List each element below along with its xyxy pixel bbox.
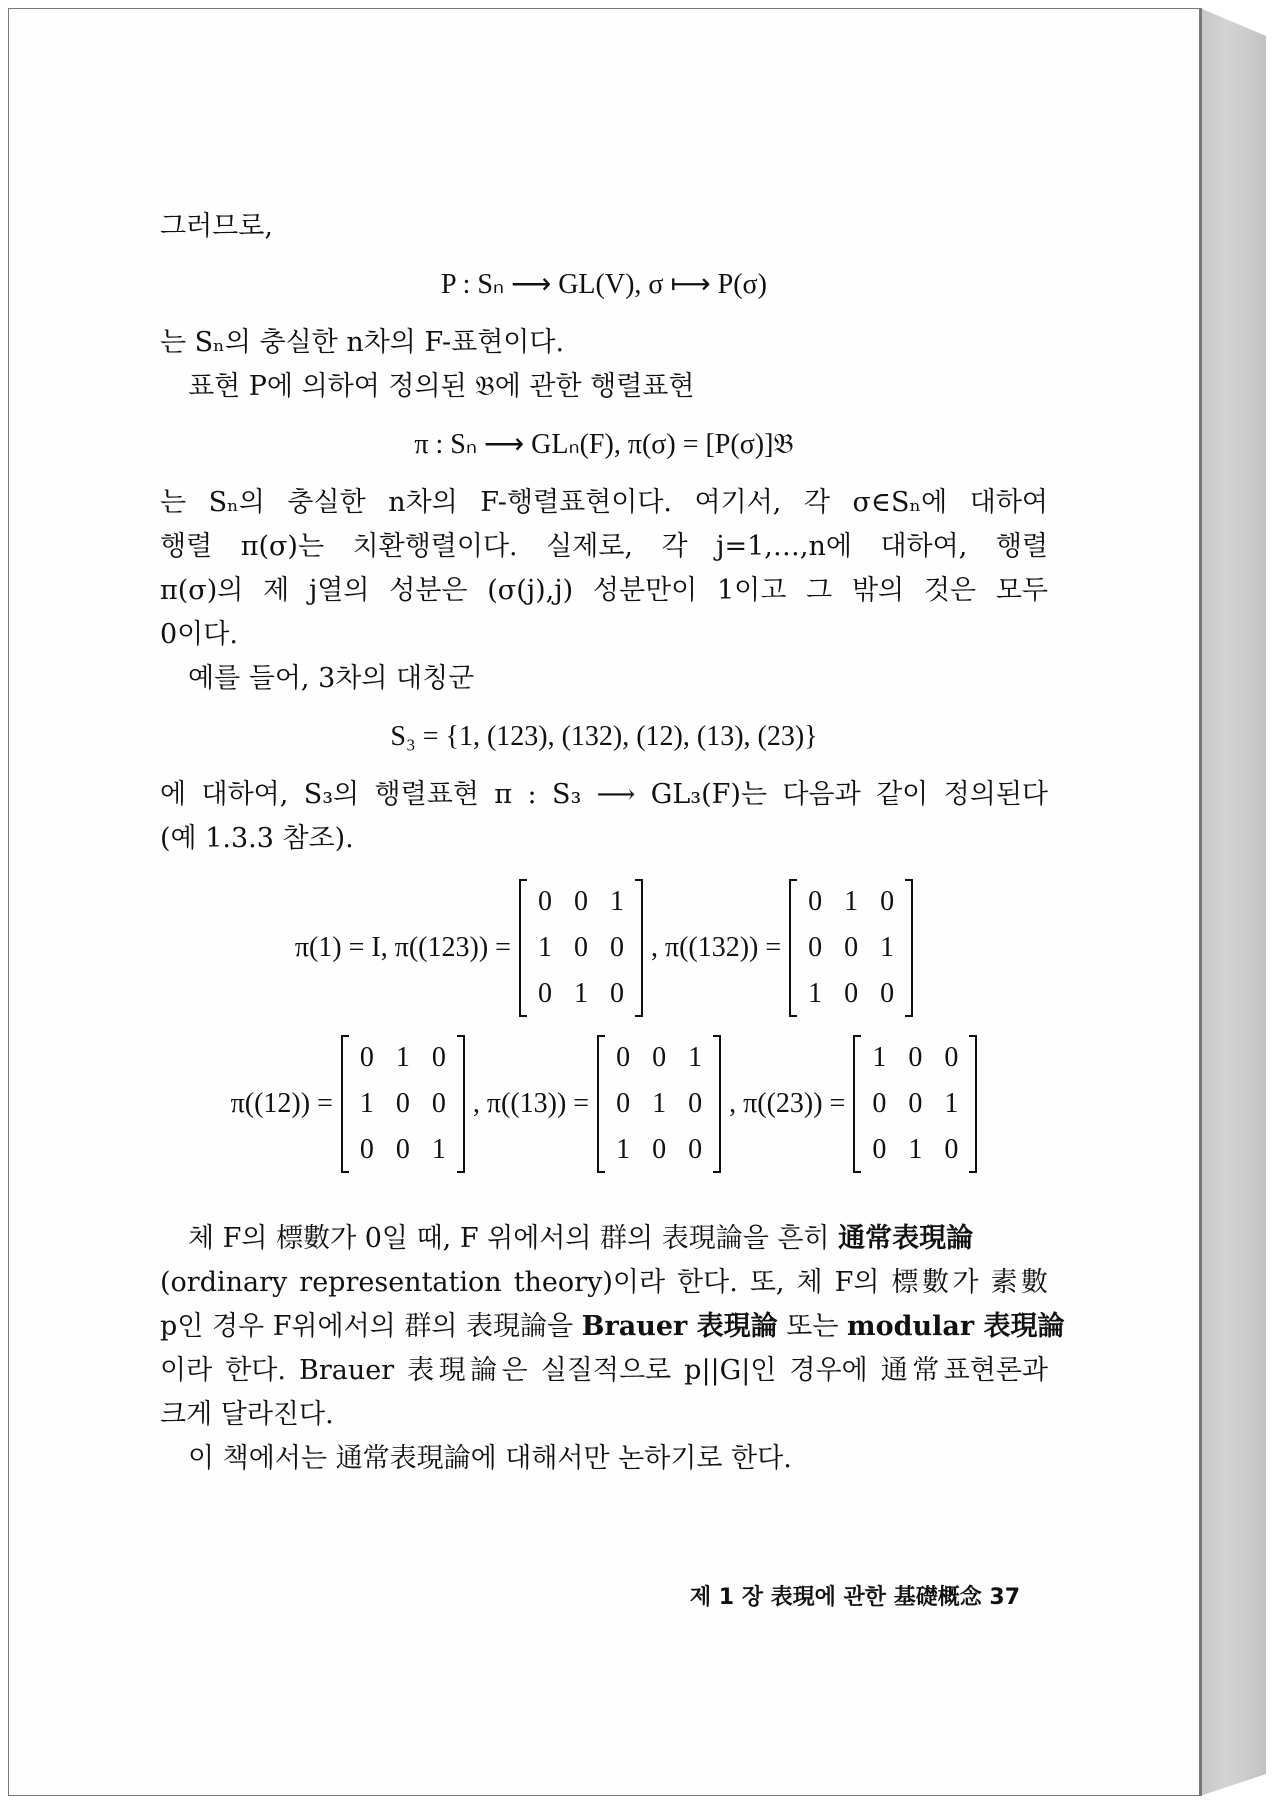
paragraph-line: 행렬 π(σ)는 치환행렬이다. 실제로, 각 j=1,…,n에 대하여, 행렬 [160,531,1048,562]
page-edge [1200,8,1266,1796]
matrix-13 [597,1035,721,1173]
matrix-cell: 0 [872,1088,887,1119]
matrix-label: π((12)) = [230,1088,333,1119]
matrix-cell: 0 [616,1042,631,1073]
matrix-cell: 0 [944,1134,959,1165]
matrix-cell: 0 [688,1088,703,1119]
matrix-cell: 0 [431,1042,446,1073]
matrix-123 [519,879,643,1017]
matrix-cell: 0 [431,1088,446,1119]
matrix-12 [341,1035,465,1173]
paragraph-line: π(σ)의 제 j열의 성분은 (σ(j),j) 성분만이 1이고 그 밖의 것은 모두 [160,575,1048,606]
matrix-cell: 1 [395,1042,410,1073]
equation-symmetric-group: S₃ = {1, (123), (132), (12), (13), (23)} [390,721,818,752]
equation-representation: P : Sₙ ⟶ GL(V), σ ⟼ P(σ) [441,269,767,300]
matrix-cell: 0 [880,886,895,917]
matrix-cell: 0 [872,1134,887,1165]
matrix-cell: 1 [880,932,895,963]
matrix-cell: 0 [652,1042,667,1073]
matrix-cell: 0 [573,932,588,963]
matrix-cell: 1 [844,886,859,917]
matrix-cell: 0 [652,1134,667,1165]
matrix-cell: 1 [609,886,624,917]
matrix-cell: 1 [652,1088,667,1119]
matrix-row-1 [160,879,1048,1017]
matrix-23 [853,1035,977,1173]
paragraph-line: 이라 한다. Brauer 表現論은 실질적으로 p||G|인 경우에 通常표현론과 [160,1355,1048,1386]
matrix-cell: 1 [359,1088,374,1119]
matrix-row-2 [160,1035,1048,1173]
paragraph-line: 크게 달라진다. [160,1399,334,1430]
matrix-representation-text: 표현 P에 의하여 정의된 𝔅에 관한 행렬표현 [188,371,695,402]
matrix-cell: 0 [688,1134,703,1165]
paragraph-line: 0이다. [160,619,238,650]
matrix-cell: 0 [944,1042,959,1073]
matrix-cell: 0 [908,1042,923,1073]
matrix-cell: 0 [880,978,895,1009]
matrix-cell: 0 [844,978,859,1009]
matrix-cell: 1 [872,1042,887,1073]
matrix-label: , π((13)) = [472,1088,590,1119]
intro-text: 그러므로, [160,211,273,242]
matrix-cell: 0 [537,978,552,1009]
matrix-cell: 1 [808,978,823,1009]
page-content [160,205,1065,1481]
matrix-cell: 1 [944,1088,959,1119]
paragraph-line: 에 대하여, S₃의 행렬표현 π : S₃ ⟶ GL₃(F)는 다음과 같이 정의된다 [160,779,1048,810]
closing-sentence: 이 책에서는 通常表現論에 대해서만 논하기로 한다. [188,1443,792,1474]
example-text: 예를 들어, 3차의 대칭군 [188,663,475,694]
page-edge-line [1200,8,1202,1796]
matrix-cell: 0 [573,886,588,917]
equation-matrix-representation: π : Sₙ ⟶ GLₙ(F), π(σ) = [P(σ)]𝔅 [414,429,794,460]
text-span: 체 F의 標數가 0일 때, F 위에서의 群의 表現論을 흔히 [188,1223,839,1254]
matrix-cell: 0 [359,1042,374,1073]
matrix-cell: 1 [616,1134,631,1165]
matrix-label: , π((23)) = [729,1088,846,1119]
matrix-label: , π((132)) = [650,932,782,963]
faithful-representation-text: 는 Sₙ의 충실한 n차의 F-표현이다. [160,327,565,358]
matrix-cell: 0 [616,1088,631,1119]
page-footer: 제 1 장 表現에 관한 基礎概念 37 [689,1585,1020,1610]
text-span: p인 경우 F위에서의 群의 表現論을 [160,1311,582,1342]
paragraph-line [160,1305,1065,1349]
matrix-cell: 0 [359,1134,374,1165]
matrix-cell: 0 [908,1088,923,1119]
paragraph-line: (예 1.3.3 참조). [160,823,354,854]
term-bold: Brauer 表現論 [581,1311,778,1342]
matrix-cell: 1 [537,932,552,963]
term-bold: 通常表現論 [838,1223,974,1254]
matrix-cell: 1 [688,1042,703,1073]
paragraph-line [160,1217,1048,1261]
matrix-cell: 0 [609,978,624,1009]
matrix-cell: 0 [844,932,859,963]
text-span: 또는 [777,1311,847,1342]
matrix-cell: 1 [908,1134,923,1165]
matrix-cell: 1 [431,1134,446,1165]
matrix-cell: 0 [808,886,823,917]
matrix-cell: 1 [573,978,588,1009]
matrix-cell: 0 [609,932,624,963]
matrix-label: π(1) = I, π((123)) = [294,932,511,963]
term-bold: modular 表現論 [847,1311,1065,1342]
matrix-132 [789,879,913,1017]
paragraph-line: (ordinary representation theory)이라 한다. 또, 체 F의 標數가 素數 [160,1267,1048,1298]
paragraph-line: 는 Sₙ의 충실한 n차의 F-행렬표현이다. 여기서, 각 σ∈Sₙ에 대하여 [160,487,1048,518]
matrix-cell: 0 [395,1088,410,1119]
matrix-cell: 0 [808,932,823,963]
matrix-cell: 0 [395,1134,410,1165]
matrix-cell: 0 [537,886,552,917]
